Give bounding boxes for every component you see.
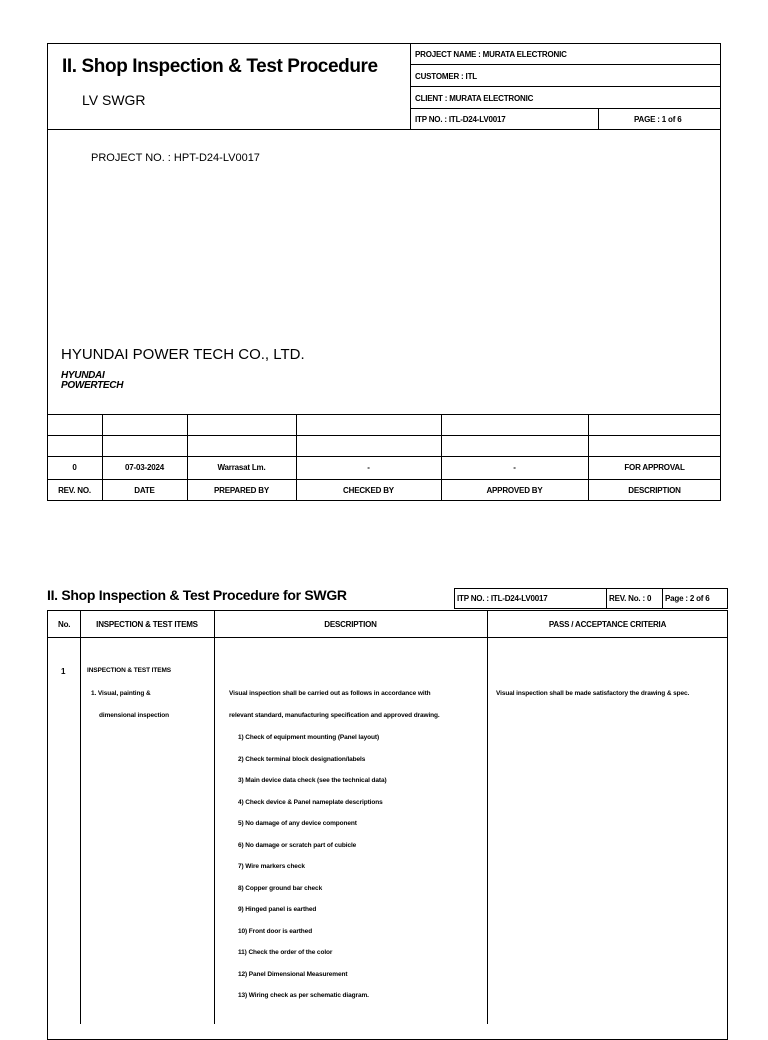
page-number: PAGE : 1 of 6 [634,115,682,124]
item-name: 1. Visual, painting & [91,690,151,697]
project-name: PROJECT NAME : MURATA ELECTRONIC [415,50,567,59]
list-item: 13) Wiring check as per schematic diagram. [238,992,369,999]
list-item: 6) No damage or scratch part of cubicle [238,842,357,849]
procedure-title: II. Shop Inspection & Test Procedure for SWGR [47,587,347,603]
list-item: 8) Copper ground bar check [238,885,323,892]
list-item: 12) Panel Dimensional Measurement [238,971,348,978]
list-item: 5) No damage of any device component [238,820,357,827]
list-item: 10) Front door is earthed [238,928,313,935]
list-item: 11) Check the order of the color [238,949,333,956]
page-title: II. Shop Inspection & Test Procedure [62,56,378,77]
list-item: 7) Wire markers check [238,863,305,870]
list-item: 1) Check of equipment mounting (Panel layout) [238,734,380,741]
customer: CUSTOMER : ITL [415,72,477,81]
project-number: PROJECT NO. : HPT-D24-LV0017 [91,152,260,164]
company-name: HYUNDAI POWER TECH CO., LTD. [61,346,305,363]
header-divider [47,129,721,130]
cover-border [47,43,721,501]
list-item: 4) Check device & Panel nameplate descriptions [238,799,383,806]
itp-number: ITP NO. : ITL-D24-LV0017 [457,594,548,603]
item-name-cont: dimensional inspection [99,712,170,719]
description-intro: Visual inspection shall be carried out as follows in accordance with [229,690,431,697]
description-intro-cont: relevant standard, manufacturing specification and approved drawing. [229,712,440,719]
company-logo: HYUNDAI POWERTECH [61,370,124,391]
page-subtitle: LV SWGR [82,92,146,108]
acceptance-criteria: Visual inspection shall be made satisfactory the drawing & spec. [496,690,690,697]
client: CLIENT : MURATA ELECTRONIC [415,94,534,103]
list-item: 9) Hinged panel is earthed [238,906,317,913]
list-item: 3) Main device data check (see the technical data) [238,777,387,784]
itp-number: ITP NO. : ITL-D24-LV0017 [415,115,506,124]
revision-number: REV. No. : 0 [609,594,652,603]
procedure-table [47,610,728,1040]
page-number: Page : 2 of 6 [665,594,710,603]
section-heading: INSPECTION & TEST ITEMS [87,667,172,674]
row-number: 1 [61,667,66,676]
list-item: 2) Check terminal block designation/labels [238,756,366,763]
